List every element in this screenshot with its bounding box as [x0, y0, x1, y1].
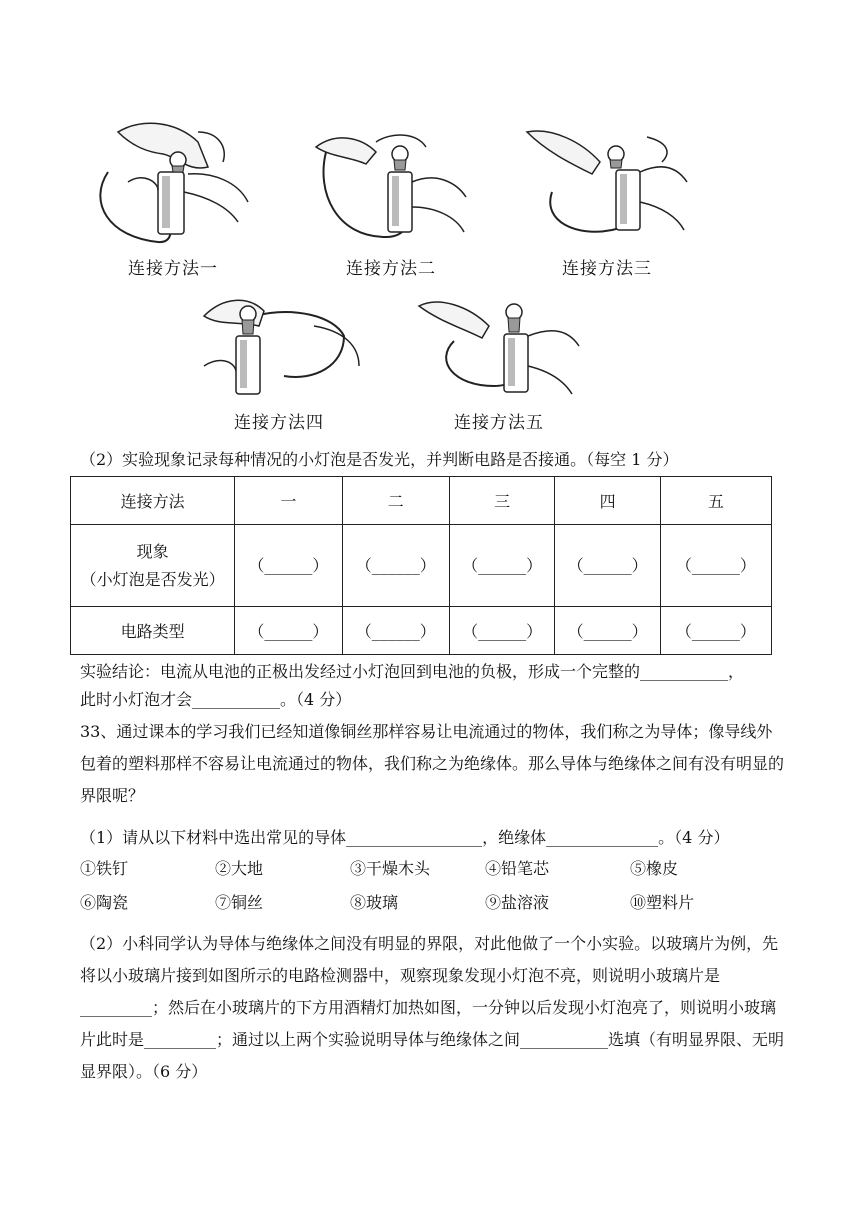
observation-table	[70, 476, 772, 655]
figure-method-3	[522, 112, 692, 282]
answer-blank[interactable]: （______）	[235, 525, 342, 607]
hands-battery-bulb-illustration	[194, 286, 364, 406]
material-option: ③干燥木头	[350, 859, 431, 878]
table-row-circuit-type	[71, 607, 772, 655]
question-33-part-2: （2）小科同学认为导体与绝缘体之间没有明显的界限，对此他做了一个小实验。以玻璃片为例，先将以小玻璃片接到如图所示的电路检测器中，观察现象发现小灯泡不亮，则说明小玻璃片是_________；然后在小玻璃片的下方用酒精灯加热如图，一分钟以后发现小灯泡亮了，则说明小玻璃片此时是_________；通过以上两个实验说明导体与绝缘体之间___________选填（有明显界限、无明显界限）。（6 分）	[80, 934, 785, 1081]
row-label-circuit-type: 电路类型	[71, 607, 235, 655]
row-label-line: 现象	[136, 541, 169, 561]
figure-caption: 连接方法一	[128, 259, 218, 279]
answer-blank[interactable]: （______）	[449, 607, 554, 655]
table-header-row	[71, 477, 772, 525]
material-option: ②大地	[215, 859, 264, 878]
row-label-line: （小灯泡是否发光）	[80, 569, 225, 589]
material-option: ①铁钉	[80, 859, 129, 878]
question-33-part-1: （1）请从以下材料中选出常见的导体_________________，绝缘体______________。（4 分）	[80, 828, 730, 847]
hands-battery-bulb-illustration	[88, 112, 258, 252]
figure-caption: 连接方法二	[346, 259, 436, 279]
table-header-cell: 连接方法	[71, 477, 235, 525]
figure-method-4	[194, 286, 364, 436]
figure-method-5	[414, 286, 584, 436]
table-header-cell: 二	[342, 477, 449, 525]
figure-caption: 连接方法四	[234, 413, 324, 433]
answer-blank[interactable]: （______）	[342, 525, 449, 607]
material-option: ⑩塑料片	[630, 893, 695, 912]
materials-row-1	[80, 852, 765, 886]
answer-blank[interactable]: （______）	[235, 607, 342, 655]
answer-blank[interactable]: （______）	[449, 525, 554, 607]
answer-blank[interactable]: （______）	[555, 607, 660, 655]
conclusion-line-1: 实验结论：电流从电池的正极出发经过小灯泡回到电池的负极，形成一个完整的___________，	[80, 662, 745, 681]
table-row-phenomenon	[71, 525, 772, 607]
answer-blank[interactable]: （______）	[342, 607, 449, 655]
material-option: ⑧玻璃	[350, 893, 399, 912]
question-33-intro: 33、通过课本的学习我们已经知道像铜丝那样容易让电流通过的物体，我们称之为导体；像导线外包着的塑料那样不容易让电流通过的物体，我们称之为绝缘体。那么导体与绝缘体之间有没有明显的界限呢？	[80, 722, 785, 805]
hands-battery-bulb-illustration	[306, 112, 476, 252]
material-option: ⑤橡皮	[630, 859, 679, 878]
question-32-part-2: （2）实验现象记录每种情况的小灯泡是否发光，并判断电路是否接通。（每空 1 分）	[80, 450, 679, 469]
figure-method-1	[88, 112, 258, 282]
conclusion-line-2: 此时小灯泡才会___________。（4 分）	[80, 690, 352, 709]
material-option: ⑥陶瓷	[80, 893, 129, 912]
table-header-cell: 一	[235, 477, 342, 525]
hands-battery-bulb-illustration	[414, 286, 584, 406]
table-header-cell: 四	[555, 477, 660, 525]
table-header-cell: 三	[449, 477, 554, 525]
figure-method-2	[306, 112, 476, 282]
material-option: ④铅笔芯	[485, 859, 550, 878]
hands-battery-bulb-illustration	[522, 112, 692, 252]
answer-blank[interactable]: （______）	[555, 525, 660, 607]
figure-caption: 连接方法三	[562, 259, 652, 279]
row-label-phenomenon	[71, 525, 235, 607]
material-option: ⑨盐溶液	[485, 893, 550, 912]
material-option: ⑦铜丝	[215, 893, 264, 912]
answer-blank[interactable]: （______）	[660, 525, 771, 607]
table-header-cell: 五	[660, 477, 771, 525]
answer-blank[interactable]: （______）	[660, 607, 771, 655]
figure-caption: 连接方法五	[454, 413, 544, 433]
materials-row-2	[80, 886, 765, 920]
